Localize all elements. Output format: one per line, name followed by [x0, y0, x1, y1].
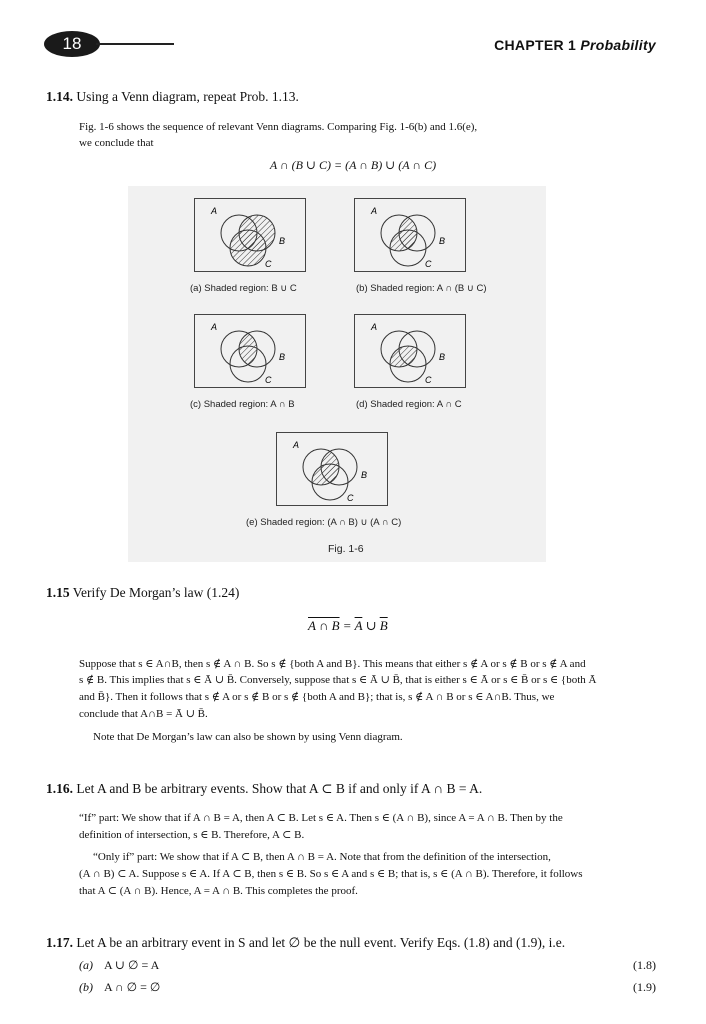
problem-statement: Let A be an arbitrary event in S and let ∅ be the null event. Verify Eqs. (1.8) and (1.9), i.e. [76, 935, 566, 950]
p115-line-1: Suppose that s ∈ A∩B, then s ∉ A ∩ B. So s ∉ {both A and B}. This means that either s ∉ A or s ∉ B or s ∉ A and [79, 658, 586, 670]
p115-line-4: conclude that A∩B = Ā ∪ B̄. [79, 708, 208, 720]
item-b-label: (b) [79, 980, 93, 994]
problem-statement: Using a Venn diagram, repeat Prob. 1.13. [76, 89, 299, 104]
problem-number: 1.17. [46, 935, 73, 950]
chapter-title: Probability [580, 37, 656, 53]
venn-d-svg [355, 315, 465, 387]
problem-statement: Let A and B be arbitrary events. Show that A ⊂ B if and only if A ∩ B = A. [76, 781, 483, 796]
item-b-equation: A ∩ ∅ = ∅ [104, 980, 161, 994]
p114-text-line-2: we conclude that [79, 137, 154, 149]
p115-line-3: and B̄}. Then it follows that s ∉ A or s ∉ B or s ∉ {both A and B}; that is, s ∉ A ∩ B or s ∈ A∩B. Thus, we [79, 691, 555, 703]
label-b: B [439, 236, 446, 246]
p114-text-line-1: Fig. 1-6 shows the sequence of relevant Venn diagrams. Comparing Fig. 1-6(b) and 1.6(e), [79, 121, 478, 133]
label-c: C [265, 375, 272, 385]
label-c: C [425, 259, 432, 269]
caption-a: (a) Shaded region: B ∪ C [190, 283, 297, 294]
label-b: B [279, 352, 286, 362]
p115-note: Note that De Morgan’s law can also be shown by using Venn diagram. [93, 731, 403, 743]
caption-b: (b) Shaded region: A ∩ (B ∪ C) [356, 283, 487, 294]
p116-line-5: that A ⊂ (A ∩ B). Hence, A = A ∩ B. This completes the proof. [79, 885, 358, 897]
item-a-equation: A ∪ ∅ = A [104, 958, 160, 972]
item-a-ref: (1.8) [633, 958, 656, 972]
p115-line-2: s ∉ B. This implies that s ∈ Ā ∪ B̄. Conversely, suppose that s ∈ Ā ∪ B̄, that is either s ∈ Ā or s ∈ B̄ or s ∈ {both Ā [79, 674, 597, 686]
venn-diagram-b [354, 198, 466, 272]
caption-d: (d) Shaded region: A ∩ C [356, 399, 462, 410]
p116-line-3: “Only if” part: We show that if A ⊂ B, then A ∩ B = A. Note that from the definition of the intersection, [93, 851, 551, 863]
venn-diagram-a [194, 198, 306, 272]
p116-line-2: definition of intersection, s ∈ B. Therefore, A ⊂ B. [79, 829, 305, 841]
p114-equation: A ∩ (B ∪ C) = (A ∩ B) ∪ (A ∩ C) [269, 158, 437, 172]
venn-diagram-d [354, 314, 466, 388]
label-b: B [361, 470, 368, 480]
caption-e: (e) Shaded region: (A ∩ B) ∪ (A ∩ C) [246, 517, 402, 528]
caption-c: (c) Shaded region: A ∩ B [190, 399, 295, 410]
problem-1-16-heading [46, 781, 482, 797]
venn-b-svg [355, 199, 465, 271]
venn-diagram-c [194, 314, 306, 388]
label-a: A [211, 322, 218, 332]
label-a: A [211, 206, 218, 216]
item-b-ref: (1.9) [633, 980, 656, 994]
item-a-label: (a) [79, 958, 93, 972]
venn-diagram-e [276, 432, 388, 506]
venn-a-svg [195, 199, 305, 271]
problem-number: 1.15 [46, 585, 70, 600]
p116-line-1: “If” part: We show that if A ∩ B = A, then A ⊂ B. Let s ∈ A. Then s ∈ (A ∩ B), since A = A ∩ B. Then by the [79, 812, 563, 824]
label-a: A [371, 322, 378, 332]
venn-c-svg [195, 315, 305, 387]
label-a: A [371, 206, 378, 216]
problem-number: 1.14. [46, 89, 73, 104]
item-b [79, 980, 160, 995]
problem-statement: Verify De Morgan’s law (1.24) [72, 585, 240, 600]
de-morgan-equation: A ∩ $B = \overline{A}$ ∪ $\overline{B}$ [308, 618, 388, 633]
label-b: B [439, 352, 446, 362]
label-c: C [265, 259, 272, 269]
venn-e-svg [277, 433, 387, 505]
problem-1-15-heading [46, 585, 239, 601]
label-c: C [347, 493, 354, 503]
header-rule [96, 43, 174, 45]
problem-number: 1.16. [46, 781, 73, 796]
label-a: A [293, 440, 300, 450]
chapter-heading [494, 37, 656, 53]
page-number: 18 [44, 31, 100, 57]
p116-line-4: (A ∩ B) ⊂ A. Suppose s ∈ A. If A ⊂ B, then s ∈ B. So s ∈ A and s ∈ B; that is, s ∈ (A ∩ B). Therefore, it follows [79, 868, 583, 880]
chapter-number: CHAPTER 1 [494, 37, 577, 53]
problem-1-17-heading [46, 935, 565, 951]
figure-label: Fig. 1-6 [328, 543, 364, 555]
label-c: C [425, 375, 432, 385]
venn-figure [128, 186, 546, 562]
problem-1-14-heading [46, 89, 299, 105]
label-b: B [279, 236, 286, 246]
item-a [79, 958, 159, 973]
circle-c-shaded [230, 230, 266, 266]
